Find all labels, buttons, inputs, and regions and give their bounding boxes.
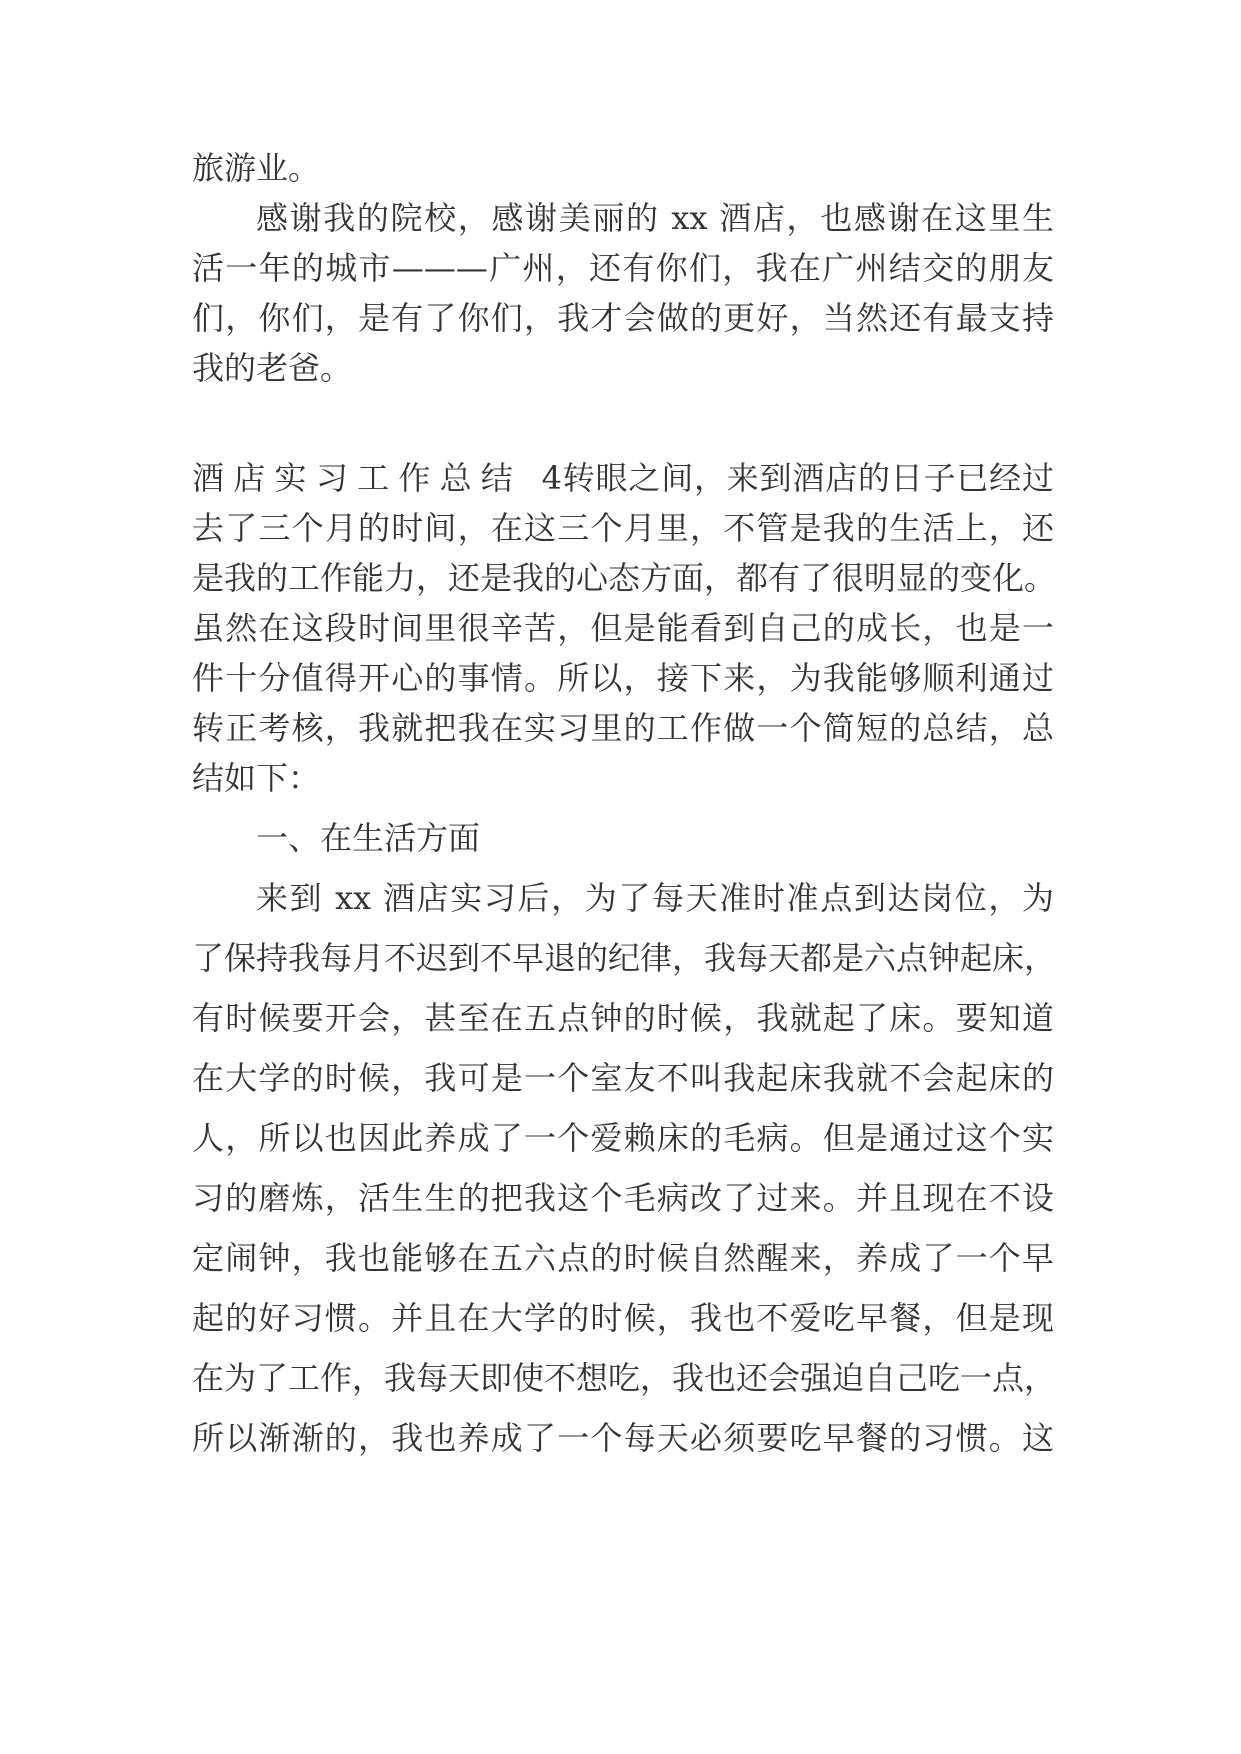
text-line: 去了三个月的时间，在这三个月里，不管是我的生活上，还 xyxy=(192,509,1054,547)
text-line: 人，所以也因此养成了一个爱赖床的毛病。但是通过这个实 xyxy=(192,1119,1054,1157)
text-line: 虽然在这段时间里很辛苦，但是能看到自己的成长，也是一 xyxy=(192,609,1054,647)
text-line: 件十分值得开心的事情。所以，接下来，为我能够顺利通过 xyxy=(192,659,1054,697)
text-line: 们，你们，是有了你们，我才会做的更好，当然还有最支持 xyxy=(192,299,1054,337)
text-line: 了保持我每月不迟到不早退的纪律，我每天都是六点钟起床， xyxy=(192,939,1057,977)
text-line: 转眼之间，来到酒店的日子已经过 xyxy=(562,459,1054,497)
text-line: 活一年的城市———广州，还有你们，我在广州结交的朋友 xyxy=(192,249,1054,287)
text-line: 有时候要开会，甚至在五点钟的时候，我就起了床。要知道 xyxy=(192,999,1054,1037)
text-line: 感谢我的院校，感谢美丽的 xx 酒店，也感谢在这里生 xyxy=(256,199,1054,237)
text-line: 我的老爸。 xyxy=(192,349,353,387)
text-line: 所以渐渐的，我也养成了一个每天必须要吃早餐的习惯。这 xyxy=(192,1419,1054,1457)
text-line: 在为了工作，我每天即使不想吃，我也还会强迫自己吃一点， xyxy=(192,1359,1057,1397)
section-heading-line xyxy=(192,458,1054,498)
text-line: 来到 xx 酒店实习后，为了每天准时准点到达岗位，为 xyxy=(256,879,1054,917)
text-line: 结如下： xyxy=(192,759,321,797)
subheading: 一、在生活方面 xyxy=(256,819,481,857)
text-line: 起的好习惯。并且在大学的时候，我也不爱吃早餐，但是现 xyxy=(192,1299,1054,1337)
text-line: 旅游业。 xyxy=(192,149,321,187)
text-line: 定闹钟，我也能够在五六点的时候自然醒来，养成了一个早 xyxy=(192,1239,1054,1277)
text-line: 是我的工作能力，还是我的心态方面，都有了很明显的变化。 xyxy=(192,559,1057,597)
section-title: 酒店实习工作总结 4 xyxy=(192,459,562,497)
text-line: 在大学的时候，我可是一个室友不叫我起床我就不会起床的 xyxy=(192,1059,1054,1097)
text-line: 习的磨炼，活生生的把我这个毛病改了过来。并且现在不设 xyxy=(192,1179,1054,1217)
text-line: 转正考核，我就把我在实习里的工作做一个简短的总结，总 xyxy=(192,709,1054,747)
